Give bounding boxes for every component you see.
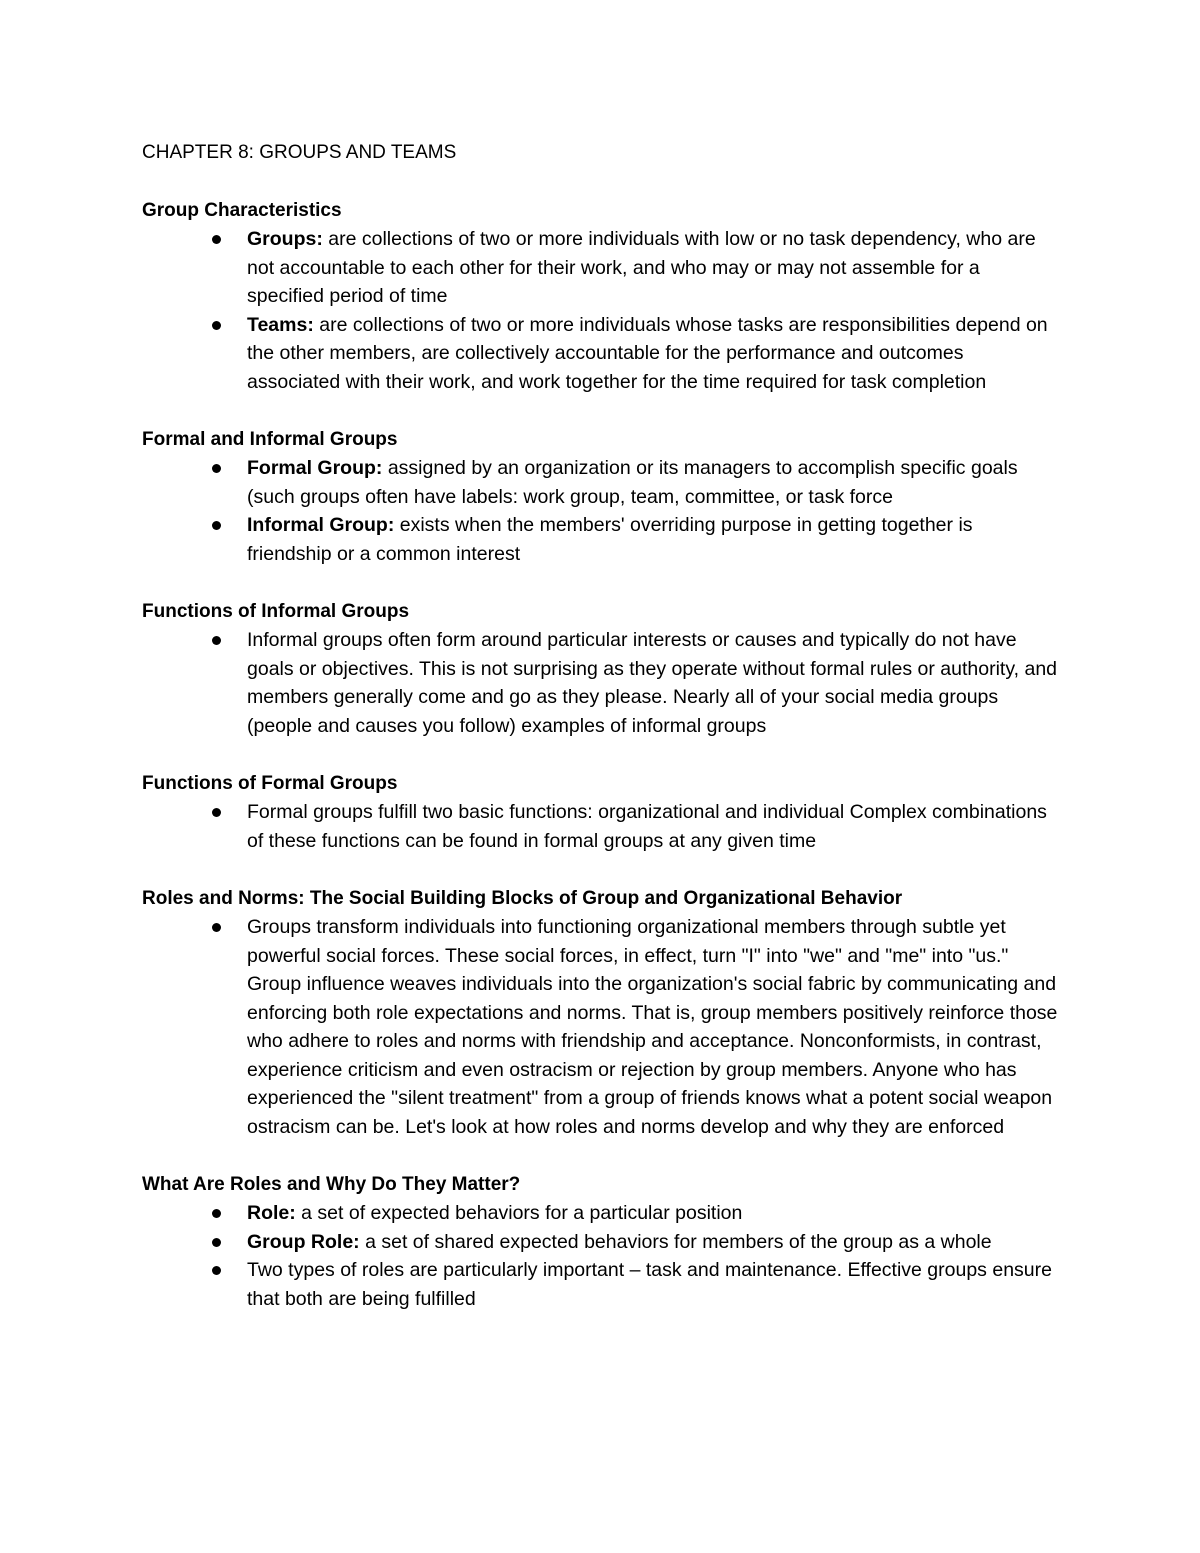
section <box>142 1170 1062 1313</box>
section-heading: Functions of Informal Groups <box>142 601 410 622</box>
list-item <box>142 454 1062 511</box>
list-item <box>142 913 1062 1141</box>
bullet-list <box>142 626 1062 740</box>
bullet-icon <box>212 1266 221 1275</box>
definition-text: assigned by an organization or its managers to accomplish specific goals (such groups often have labels: work group, team, committee, or task force <box>247 457 1018 508</box>
list-item <box>142 511 1062 568</box>
bullet-icon <box>212 1209 221 1218</box>
bullet-list <box>142 798 1062 855</box>
definition-text: are collections of two or more individuals whose tasks are responsibilities depend on the other members, are collectively accountable for the performance and outcomes associated with their work, and work together for the time required for task completion <box>247 313 1048 393</box>
section <box>142 425 1062 568</box>
document-sections <box>142 196 1062 1313</box>
definition-text: Informal groups often form around particular interests or causes and typically do not have goals or objectives. This is not surprising as they operate without formal rules or authority, and members generally come and go as they please. Nearly all of your social media groups (people and causes you follow) examples of informal groups <box>247 629 1058 737</box>
section <box>142 597 1062 740</box>
section-heading: Functions of Formal Groups <box>142 773 398 794</box>
bullet-list <box>142 913 1062 1141</box>
section-heading: Formal and Informal Groups <box>142 429 398 450</box>
list-item <box>142 1228 1062 1257</box>
document-page <box>142 138 1062 1342</box>
bullet-list <box>142 225 1062 396</box>
bullet-icon <box>212 235 221 244</box>
bullet-list <box>142 454 1062 568</box>
term: Formal Group: <box>247 457 383 479</box>
definition-text: a set of shared expected behaviors for members of the group as a whole <box>359 1230 992 1253</box>
term: Group Role: <box>247 1230 360 1253</box>
definition-text: are collections of two or more individuals with low or no task dependency, who are not accountable to each other for their work, and who may or may not assemble for a specified period of time <box>247 228 1036 307</box>
section <box>142 196 1062 396</box>
list-item <box>142 1256 1062 1313</box>
definition-text: Two types of roles are particularly important – task and maintenance. Effective groups ensure that both are being fulfilled <box>247 1259 1052 1310</box>
section-heading: Group Characteristics <box>142 200 342 221</box>
section-heading: Roles and Norms: The Social Building Blocks of Group and Organizational Behavior <box>142 888 903 909</box>
list-item <box>142 1199 1062 1228</box>
list-item <box>142 626 1062 740</box>
bullet-icon <box>212 321 221 330</box>
bullet-list <box>142 1199 1062 1313</box>
list-item <box>142 225 1062 311</box>
bullet-icon <box>212 923 221 932</box>
section <box>142 769 1062 855</box>
term: Role: <box>247 1202 296 1224</box>
term: Informal Group: <box>247 514 395 536</box>
definition-text: Formal groups fulfill two basic functions: organizational and individual Complex combinations of these functions can be found in formal groups at any given time <box>247 801 1047 852</box>
bullet-icon <box>212 1238 221 1247</box>
bullet-icon <box>212 521 221 530</box>
definition-text: Groups transform individuals into functioning organizational members through subtle yet powerful social forces. These social forces, in effect, turn "I" into "we" and "me" into "us." Group influence weaves individuals into the organization's social fabric by communicating and enforcing both role expectations and norms. That is, group members positively reinforce those who adhere to roles and norms with friendship and acceptance. Nonconformists, in contrast, experience criticism and even ostracism or rejection by group members. Anyone who has experienced the "silent treatment" from a group of friends knows what a potent social weapon ostracism can be. Let's look at how roles and norms develop and why they are enforced <box>247 916 1058 1138</box>
term: Groups: <box>247 228 323 250</box>
section <box>142 884 1062 1141</box>
definition-text: exists when the members' overriding purpose in getting together is friendship or a common interest <box>247 514 973 565</box>
list-item <box>142 311 1062 397</box>
title-spacer <box>142 167 1062 196</box>
bullet-icon <box>212 636 221 645</box>
section-heading: What Are Roles and Why Do They Matter? <box>142 1174 521 1195</box>
list-item <box>142 798 1062 855</box>
term: Teams: <box>247 313 314 336</box>
bullet-icon <box>212 464 221 473</box>
document-title: CHAPTER 8: GROUPS AND TEAMS <box>142 142 457 163</box>
bullet-icon <box>212 808 221 817</box>
definition-text: a set of expected behaviors for a particular position <box>295 1202 743 1224</box>
